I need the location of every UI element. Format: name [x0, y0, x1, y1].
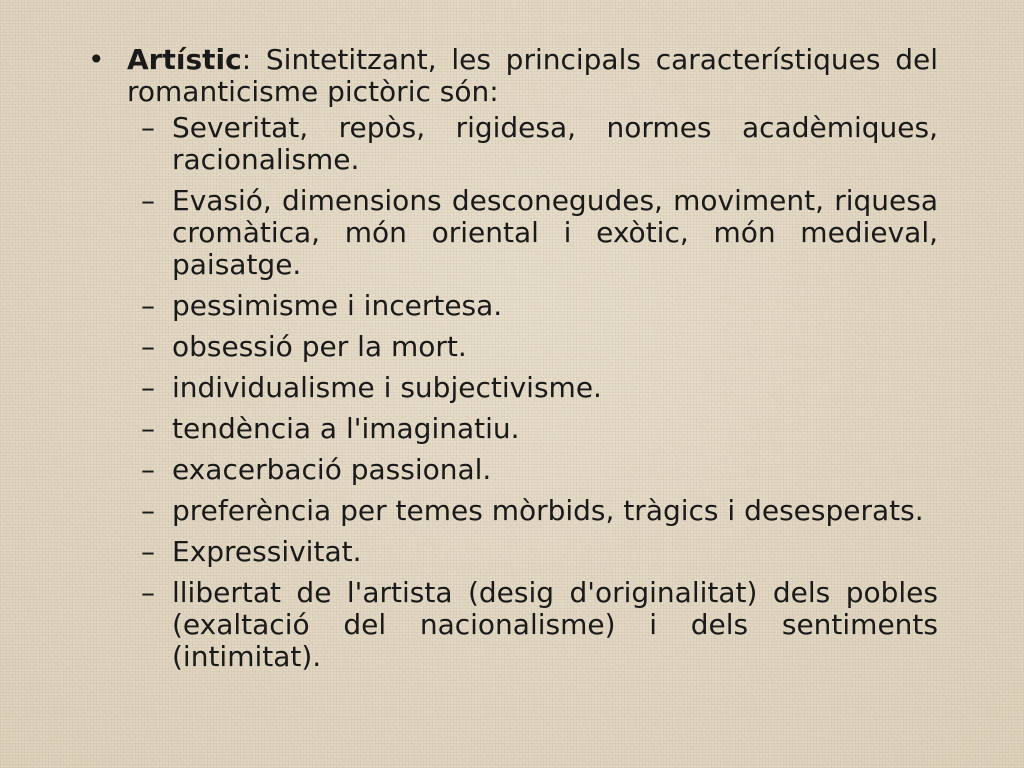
- list-item: [88, 536, 938, 568]
- list-item-text: Expressivitat.: [172, 535, 362, 568]
- dash-icon: –: [141, 535, 155, 568]
- slide-content: [88, 44, 938, 682]
- list-item: [88, 495, 938, 527]
- list-item: [88, 372, 938, 404]
- dash-icon: –: [141, 184, 155, 217]
- list-item-text: llibertat de l'artista (desig d'originalitat) dels pobles (exaltació del nacionalisme) i dels sentiments (intimitat).: [172, 576, 938, 673]
- list-item-text: Severitat, repòs, rigidesa, normes acadèmiques, racionalisme.: [172, 111, 938, 176]
- dash-icon: –: [141, 289, 155, 322]
- section-heading: Artístic: [127, 43, 242, 76]
- list-item: [88, 290, 938, 322]
- list-item: [88, 577, 938, 673]
- list-item: [88, 331, 938, 363]
- list-item-text: Evasió, dimensions desconegudes, moviment, riquesa cromàtica, món oriental i exòtic, món medieval, paisatge.: [172, 184, 938, 281]
- list-item: [88, 454, 938, 486]
- list-item: [88, 185, 938, 281]
- list-item: [88, 413, 938, 445]
- dash-icon: –: [141, 576, 155, 609]
- list-item-text: pessimisme i incertesa.: [172, 289, 503, 322]
- dash-icon: –: [141, 371, 155, 404]
- section-intro: : Sintetitzant, les principals característiques del romanticisme pictòric són:: [127, 43, 938, 108]
- list-item-text: tendència a l'imaginatiu.: [172, 412, 520, 445]
- dash-icon: –: [141, 494, 155, 527]
- list-item: [88, 112, 938, 176]
- dash-icon: –: [141, 453, 155, 486]
- sub-list: [88, 112, 938, 673]
- list-item-text: exacerbació passional.: [172, 453, 492, 486]
- dash-icon: –: [141, 330, 155, 363]
- dash-icon: –: [141, 111, 155, 144]
- list-item-text: preferència per temes mòrbids, tràgics i desesperats.: [172, 494, 924, 527]
- list-item-text: obsessió per la mort.: [172, 330, 467, 363]
- list-item-text: individualisme i subjectivisme.: [172, 371, 602, 404]
- bullet-icon: •: [88, 43, 105, 76]
- dash-icon: –: [141, 412, 155, 445]
- main-bullet-item: [88, 44, 938, 108]
